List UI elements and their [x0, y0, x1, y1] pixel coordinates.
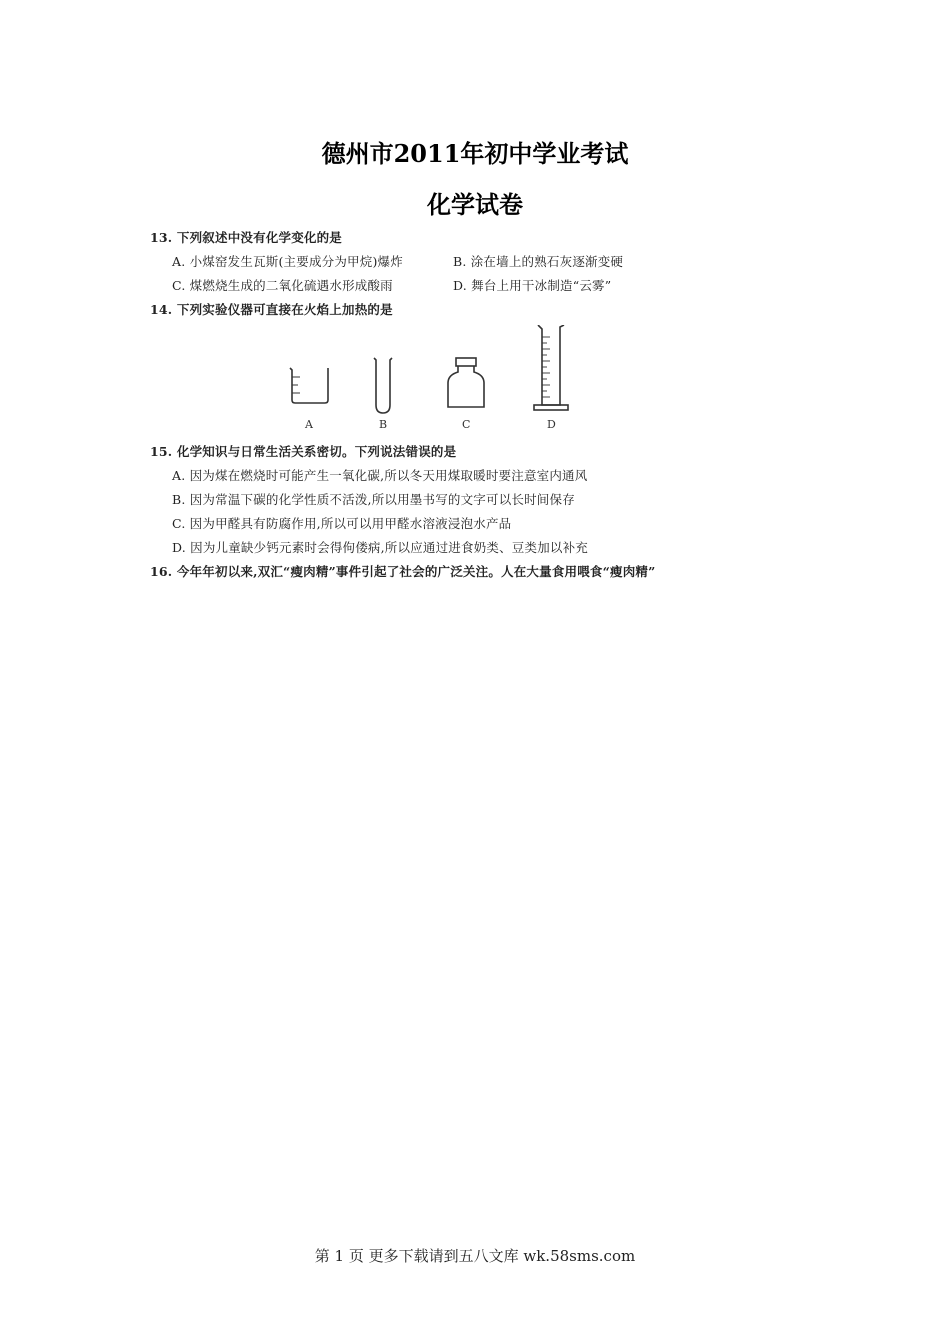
- test-tube-icon: [374, 358, 392, 413]
- question-13-stem: 13. 下列叙述中没有化学变化的是: [150, 230, 342, 245]
- page-footer: 第 1 页 更多下载请到五八文库 wk.58sms.com: [314, 1247, 636, 1265]
- figure-label-a: A: [305, 418, 313, 431]
- question-15-option-c: C. 因为甲醛具有防腐作用,所以可以用甲醛水溶液浸泡水产品: [172, 516, 512, 531]
- question-15-option-b: B. 因为常温下碳的化学性质不活泼,所以用墨书写的文字可以长时间保存: [172, 492, 575, 507]
- figure-label-b: B: [379, 418, 388, 431]
- question-15-stem: 15. 化学知识与日常生活关系密切。下列说法错误的是: [150, 444, 457, 459]
- question-15-option-d: D. 因为儿童缺少钙元素时会得佝偻病,所以应通过进食奶类、豆类加以补充: [172, 540, 588, 555]
- reagent-bottle-icon: [448, 358, 484, 407]
- question-14-stem: 14. 下列实验仪器可直接在火焰上加热的是: [150, 302, 393, 317]
- figure-label-c: C: [462, 418, 471, 431]
- question-15-option-a: A. 因为煤在燃烧时可能产生一氧化碳,所以冬天用煤取暖时要注意室内通风: [172, 468, 588, 483]
- question-13-option-b: B. 涂在墙上的熟石灰逐渐变硬: [453, 254, 624, 269]
- page-subtitle: 化学试卷: [427, 190, 523, 219]
- lab-apparatus-figure: [270, 325, 600, 435]
- question-13-option-c: C. 煤燃烧生成的二氧化硫遇水形成酸雨: [172, 278, 393, 293]
- question-16-stem: 16. 今年年初以来,双汇“瘦肉精”事件引起了社会的广泛关注。人在大量食用喂食“瘦肉精”: [150, 564, 656, 579]
- question-13-option-d: D. 舞台上用干冰制造“云雾”: [453, 278, 612, 293]
- question-13-option-a: A. 小煤窑发生瓦斯(主要成分为甲烷)爆炸: [172, 254, 403, 269]
- graduated-cylinder-icon: [534, 325, 568, 410]
- figure-label-d: D: [547, 418, 556, 431]
- beaker-icon: [290, 368, 328, 403]
- page-title: 德州市2011年初中学业考试: [321, 139, 629, 168]
